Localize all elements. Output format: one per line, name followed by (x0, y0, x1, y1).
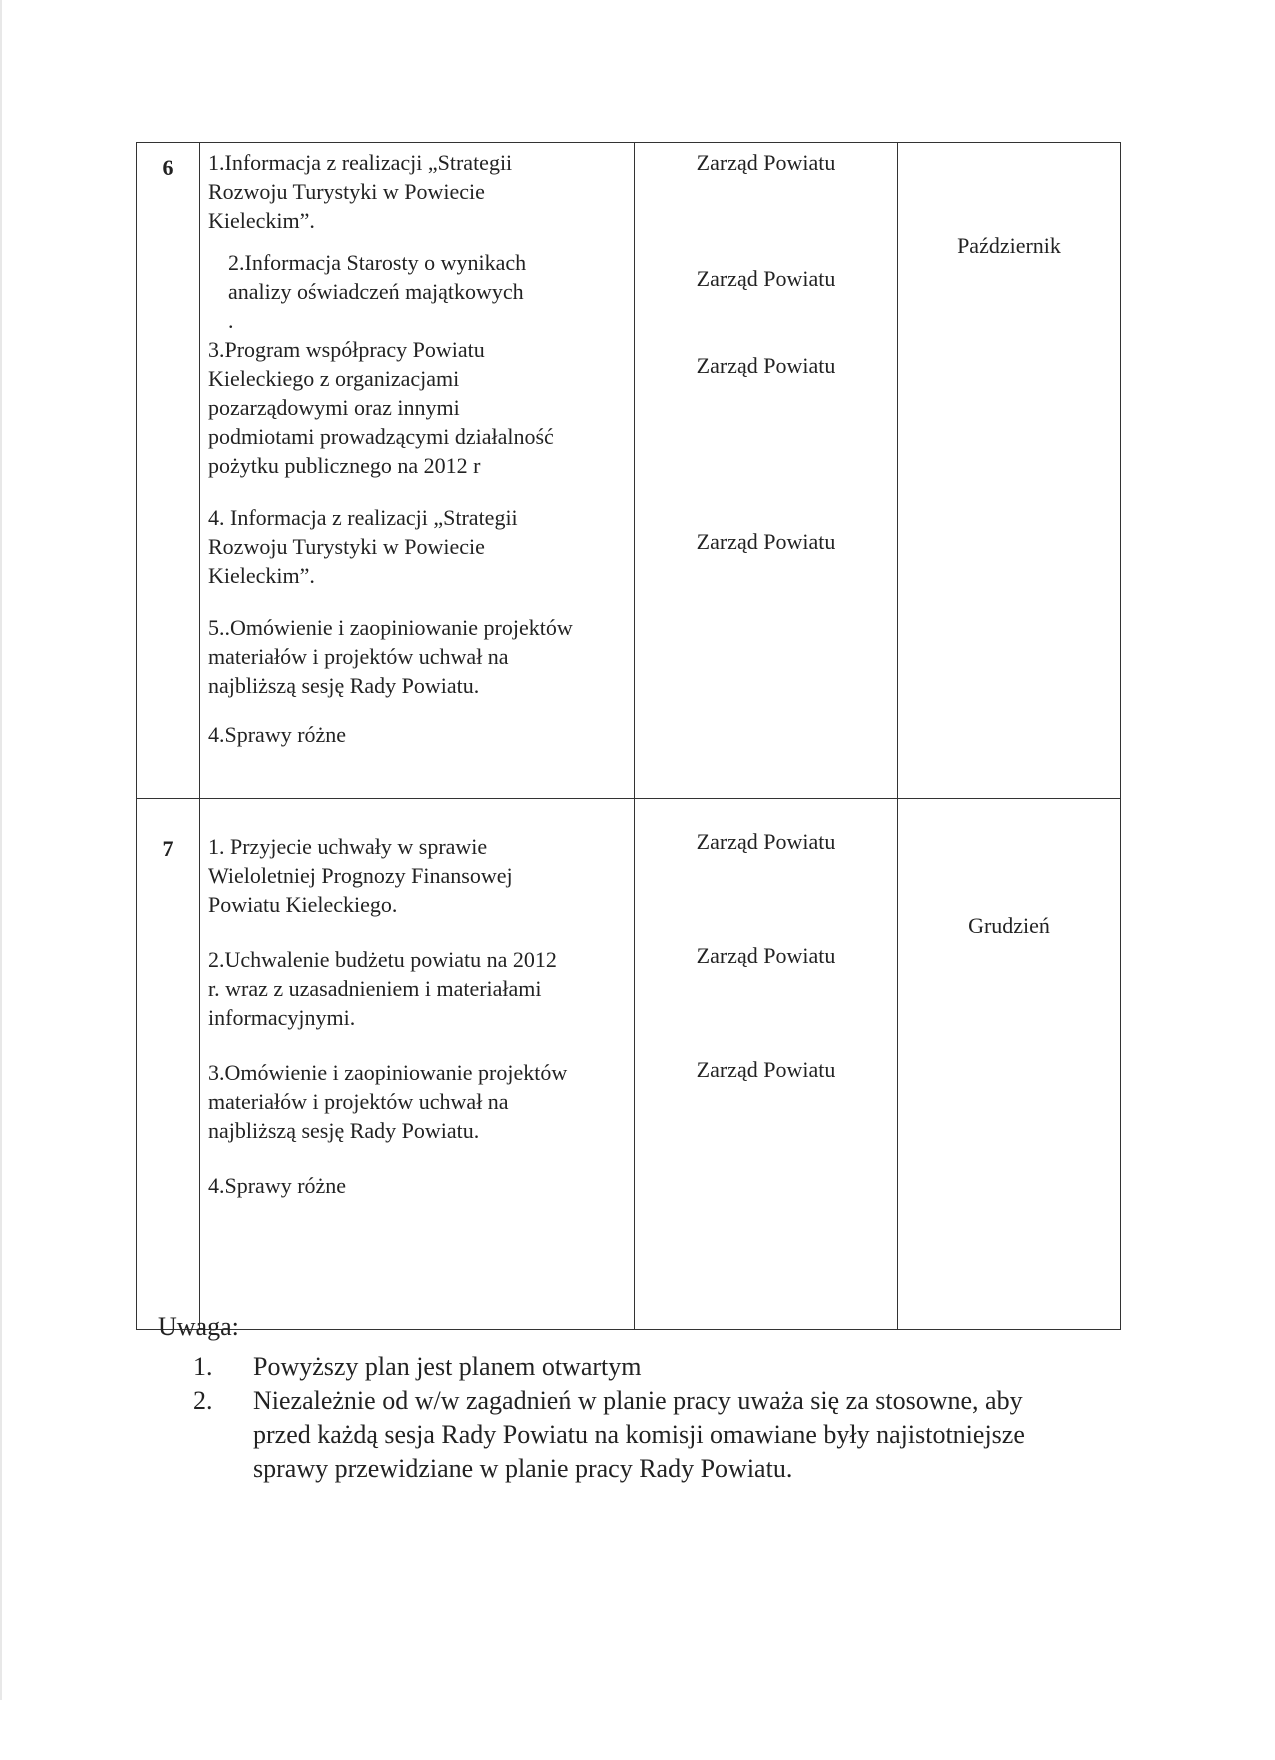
responsible-entry: Zarząd Powiatu (696, 529, 836, 554)
note-title: Uwaga: (158, 1312, 239, 1341)
row-number: 7 (137, 799, 200, 1330)
list-number: 2. (193, 1386, 213, 1415)
table-row (137, 143, 1121, 799)
responsible-entry: Zarząd Powiatu (696, 1057, 836, 1082)
month-label: Grudzień (968, 913, 1050, 938)
topic-item: 4.Sprawy różne (208, 722, 347, 747)
responsible-entry: Zarząd Powiatu (696, 266, 836, 291)
responsible-entry: Zarząd Powiatu (696, 943, 836, 968)
topic-item: 3.Omówienie i zaopiniowanie projektów materiałów i projektów uchwał na najbliższą sesję Rady Powiatu. (208, 1060, 568, 1143)
month-cell (898, 143, 1121, 799)
scan-edge (0, 0, 2, 1700)
responsible-cell (635, 799, 898, 1330)
note-list (158, 1350, 1025, 1486)
topics-cell (200, 143, 635, 799)
row-number: 6 (137, 143, 200, 799)
month-cell (898, 799, 1121, 1330)
responsible-cell (635, 143, 898, 799)
topic-item: 2.Informacja Starosty o wynikach analizy oświadczeń majątkowych . (228, 250, 527, 333)
topic-item: 2.Uchwalenie budżetu powiatu na 2012 r. wraz z uzasadnieniem i materiałami informacyjnymi. (208, 947, 557, 1030)
topic-item: 1. Przyjecie uchwały w sprawie Wieloletniej Prognozy Finansowej Powiatu Kieleckiego. (208, 834, 513, 917)
list-item (158, 1384, 1025, 1486)
note-section (158, 1310, 1025, 1486)
topic-item: 4.Sprawy różne (208, 1173, 347, 1198)
list-text: Powyższy plan jest planem otwartym (253, 1352, 642, 1381)
topic-item: 4. Informacja z realizacji „Strategii Rozwoju Turystyki w Powiecie Kieleckim”. (208, 505, 518, 588)
topic-item: 5..Omówienie i zaopiniowanie projektów materiałów i projektów uchwał na najbliższą sesję Rady Powiatu. (208, 615, 573, 698)
topics-cell (200, 799, 635, 1330)
responsible-entry: Zarząd Powiatu (696, 829, 836, 854)
list-number: 1. (193, 1352, 213, 1381)
responsible-entry: Zarząd Powiatu (696, 150, 836, 175)
list-text: Niezależnie od w/w zagadnień w planie pracy uważa się za stosowne, aby przed każdą sesja Rady Powiatu na komisji omawiane były najistotniejsze sprawy przewidziane w planie pracy Rady Powiatu. (253, 1386, 1025, 1483)
topic-item: 1.Informacja z realizacji „Strategii Rozwoju Turystyki w Powiecie Kieleckim”. (208, 150, 513, 233)
list-item (158, 1350, 1025, 1384)
table-row (137, 799, 1121, 1330)
month-label: Październik (957, 233, 1061, 258)
topic-item: 3.Program współpracy Powiatu Kieleckiego z organizacjami pozarządowymi oraz innymi podmiotami prowadzącymi działalność pożytku publicznego na 2012 r (208, 337, 554, 478)
responsible-entry: Zarząd Powiatu (696, 353, 836, 378)
work-plan-table (136, 142, 1121, 1330)
